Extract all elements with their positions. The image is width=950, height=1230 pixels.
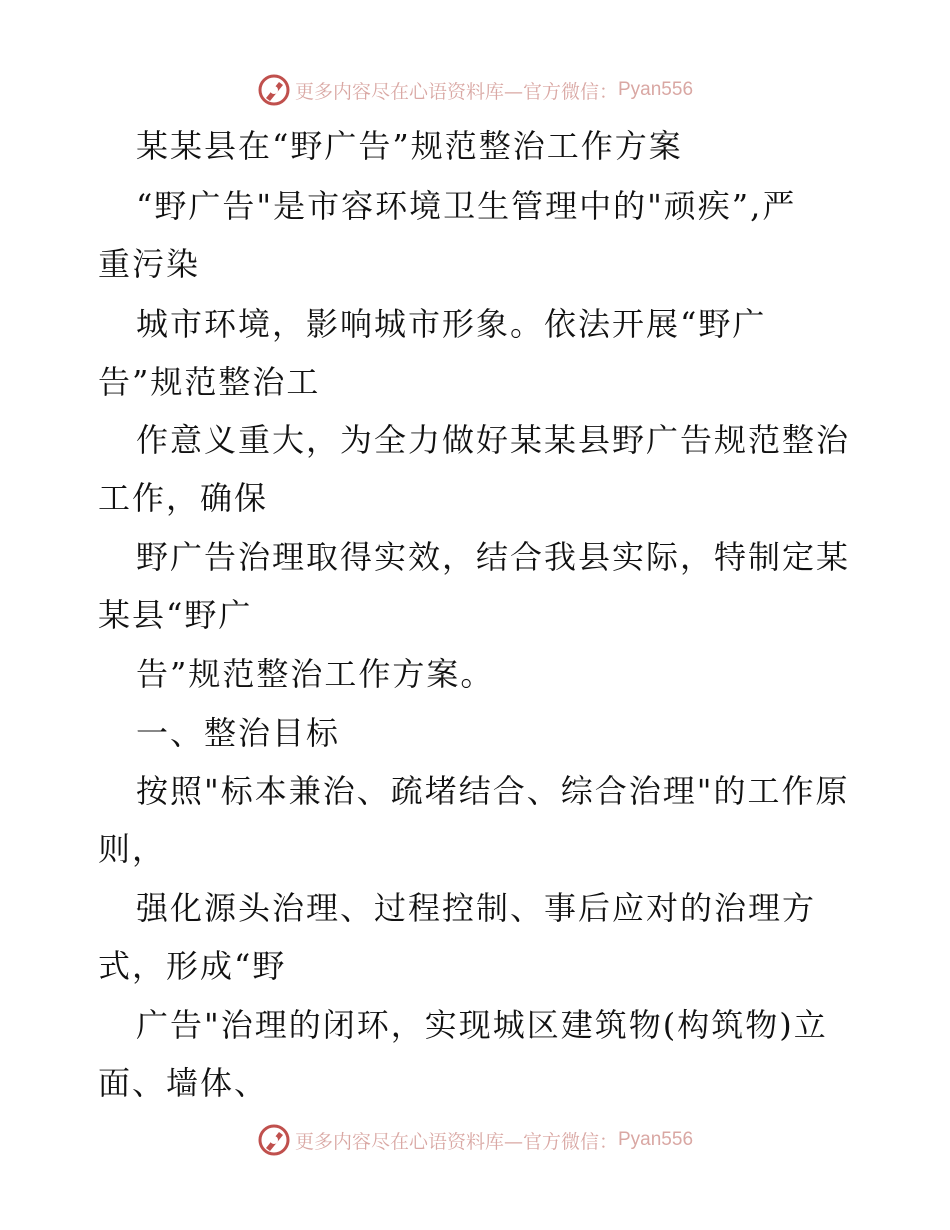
watermark-wechat-id: Pyan556 <box>618 79 694 100</box>
paragraph-line: 告”规范整治工 <box>98 363 321 401</box>
section-heading: 一、整治目标 <box>136 714 341 752</box>
paragraph-line: 式，形成“野 <box>98 947 287 985</box>
paragraph-line: 某县“野广 <box>98 596 253 634</box>
paragraph-line: 则， <box>98 830 167 868</box>
watermark-wechat-id: Pyan556 <box>618 1129 694 1150</box>
paragraph-line: 工作，确保 <box>98 479 269 517</box>
paragraph-line: 广告"治理的闭环，实现城区建筑物(构筑物)立 <box>136 1006 828 1044</box>
paragraph-line: 野广告治理取得实效，结合我县实际，特制定某 <box>136 538 851 576</box>
paragraph-line: 作意义重大，为全力做好某某县野广告规范整治 <box>136 421 851 459</box>
paragraph-line: 城市环境，影响城市形象。依法开展“野广 <box>136 305 767 343</box>
footer-watermark <box>0 1120 950 1160</box>
paragraph-line: 强化源头治理、过程控制、事后应对的治理方 <box>136 889 817 927</box>
paragraph-line: “野广告"是市容环境卫生管理中的"顽疾”,严 <box>136 187 797 225</box>
pen-logo-icon <box>257 1123 291 1157</box>
paragraph-line: 告”规范整治工作方案。 <box>136 655 495 693</box>
watermark-text: 更多内容尽在心语资料库—官方微信： <box>294 1130 618 1153</box>
watermark-text: 更多内容尽在心语资料库—官方微信： <box>294 80 618 103</box>
paragraph-line: 重污染 <box>98 245 201 283</box>
document-title: 某某县在“野广告”规范整治工作方案 <box>136 127 683 165</box>
paragraph-line: 面、墙体、 <box>98 1064 269 1102</box>
paragraph-line: 按照"标本兼治、疏堵结合、综合治理"的工作原 <box>136 772 850 810</box>
